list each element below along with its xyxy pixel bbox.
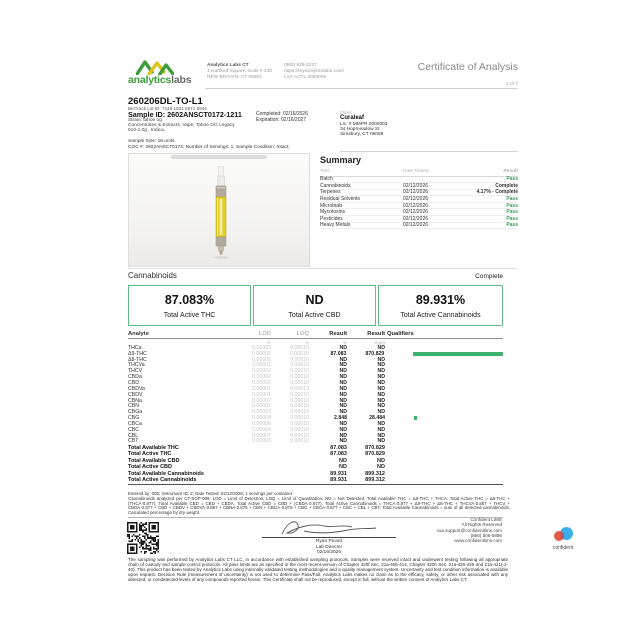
summary-col-result: Result [503,169,518,174]
lab-address-block [207,63,272,81]
total-pct: 89.931 [330,477,347,484]
analyte-result-mgg: ND [377,403,385,410]
analyte-result-mgg: ND [377,438,385,445]
analyte-result-pct: ND [339,385,347,392]
header-divider [205,88,518,89]
analytics-labs-mountain-icon [136,59,174,75]
summary-col-test: Test [320,169,329,174]
analyte-loq: 0.00010 [290,356,309,363]
summary-result: Pass [506,176,518,183]
analyte-result-mgg: ND [377,385,385,392]
unit-mgg: mg/g [374,339,385,345]
photo-scrollbar[interactable] [171,155,267,159]
total-active-cannabinoids-box [378,285,503,326]
analyte-rows [128,345,503,444]
total-name: Total Available CBD [128,457,180,464]
total-pct: ND [339,457,347,464]
col-qualifiers: Qualifiers [387,331,414,337]
analyte-result-mgg: ND [377,344,385,351]
total-active-cannabinoids-label: Total Active Cannabinoids [400,312,481,319]
analyte-result-mgg: ND [377,379,385,386]
confident-lims-logo [550,526,576,543]
sample-id: Sample ID: 2602ANSCT0172-1211 [128,110,242,119]
analyte-result-pct: ND [339,344,347,351]
analyte-lod: 0.00002 [252,368,271,375]
qr-code [127,522,159,559]
cannabinoids-divider [128,268,518,269]
total-mgg: 899.312 [365,477,385,484]
summary-col-date: Date Tested [403,169,429,174]
client-label: Client [340,110,352,115]
analyte-name: Δ8-THC [128,356,147,363]
total-pct: 87.083 [330,444,347,451]
analyte-result-pct: ND [339,368,347,375]
analyte-result-mgg: ND [377,374,385,381]
result-bar [413,352,503,356]
analyte-name: CBC [128,426,139,433]
analyte-name: CBDa [128,374,142,381]
analyte-lod: 0.00002 [252,374,271,381]
analyte-result-pct: ND [339,426,347,433]
summary-result: Pass [506,222,518,229]
analyte-loq: 0.00010 [290,385,309,392]
total-mgg: 870.829 [365,444,385,451]
analyte-loq: 0.00010 [290,432,309,439]
total-active-cbd-label: Total Active CBD [288,312,341,319]
analyte-result-pct: 2.848 [334,415,347,422]
signature [268,518,390,538]
analyte-result-mgg: 28.484 [369,415,385,422]
signature-line [262,537,396,538]
analyte-result-mgg: ND [377,420,385,427]
analyte-result-mgg: ND [377,356,385,363]
summary-test-name: Terpenes [320,189,341,196]
analyte-result-mgg: ND [377,362,385,369]
summary-result: Pass [506,209,518,216]
client-license: Lic. # MMPR.0000003 [340,122,388,127]
analyte-result-pct: ND [339,391,347,398]
client-address2: Simsbury, CT 06089 [340,132,384,137]
signer-title: Lab Director [315,544,343,550]
lab-phone: (860) 925-5227 [284,63,317,68]
expiration-date: Expiration: 02/16/2027 [256,117,307,123]
analyte-name: CBGa [128,409,143,416]
completed-date: Completed: 02/16/2026 [256,111,308,117]
product-format: 510-1.0g , Indica, [128,128,166,133]
summary-title: Summary [320,155,362,165]
analyte-name: THCa [128,344,142,351]
product-description: Concentrates & Extracts, Vape, Tahoe OG Legacy [128,123,235,128]
analyte-name: CBNa [128,397,142,404]
analyte-lod: 0.00001 [252,362,271,369]
analyte-result-pct: ND [339,403,347,410]
analyte-lod: 0.00007 [252,397,271,404]
legal-disclaimer: The sampling was performed by Analytics Labs CT LLC, in accordance with established sampling protocols. Samples were received intact and underwent testing following all appropriate chain of custody and sample control protocols. All pass limits are as specified in the most recent version of Chapter 420f Sec. 21a-408-414, Chapter 420h Sec. 21a-420-429 and 21a-421(-1-40). This product has been tested by Analytics Labs using internally validated testing methodologies and a quality management system. Uncertainty and test condition information is available upon request. Decision Rule (measurement of uncertainty) is not used to determine Pass/Fail. Analytics Labs makes no claim as to the efficacy, safety, or other risk associated with any detected, or nondetected levels of any compounds reported herein. This Certificate shall not be reproduced, except in full, without the written consent of Analytics Labs CT. [128,557,508,582]
analyte-lod: 0.00003 [251,350,271,357]
total-name: Total Available THC [128,444,179,451]
analyte-name: CBDVa [128,385,145,392]
summary-date-tested: 02/12/2026 [403,215,429,222]
total-pct: 87.083 [330,451,347,458]
analyte-result-pct: ND [339,397,347,404]
unit-loq: % [304,339,309,345]
lab-address2: NEW BRITAIN, CT 06052 [207,74,262,80]
confident-logo-text: confident [552,545,574,551]
summary-date-tested: 02/12/2026 [403,182,429,189]
total-name: Total Active CBD [128,464,173,471]
signer-name: Ryan Picard [315,539,343,544]
analyte-lod: 0.00006 [252,420,271,427]
product-photo [128,153,310,267]
summary-date-tested: 02/12/2026 [403,222,429,229]
lims-info-line: Confident LIMS [470,517,502,522]
summary-test-name: Cannabinoids [320,182,351,189]
biotrack-lot-id: BioTrack Lot ID: 7149 1931 6871 5944 [128,106,207,111]
analyte-lod: 0.00002 [252,379,271,386]
summary-rows [320,177,518,230]
table-footnote-methods: Cannabinoids analyzed per CT-SOP-009. LOD = Limit of Detection, LOQ = Limit of Quantitation, ND = Not Detected. Total Available THC = Δ9-THC + THCA. Total Active THC = Δ9-THC + (THCA·0.877). Total Available CBD = CBD + CBDA. Total Active CBD = CBD + (CBDA·0.877). Total Active Cannabinoids = THCA·0.877 + Δ9-THC + Δ8-THC + THCVA·0.867 + THCV + CBDA·0.877 + CBD + CBDV + CBDVA·0.867 + CBNA·0.876 + CBN + CBGA·0.878 + CBG + CBCA·0.877 + CBC + CBL + CBT. Total Available Cannabinoids = sum of all detected cannabinoids. Calculated percentage by dry weight. [128,496,510,516]
analyte-header-row [128,331,503,339]
analyte-result-pct: ND [339,432,347,439]
summary-row [320,223,518,230]
analyte-lod: 0.00003 [252,409,271,416]
analyte-name: CBD [128,379,139,386]
table-bottom-rule [128,484,503,485]
analyte-lod: 0.00005 [252,356,271,363]
analyte-result-mgg: ND [377,409,385,416]
analyte-loq: 0.00010 [290,420,309,427]
strain: Strain: tahoe og [128,118,162,123]
analyte-lod: 0.00001 [252,385,271,392]
total-mgg: ND [377,457,385,464]
total-mgg: 870.829 [365,451,385,458]
total-mgg: 899.312 [365,470,385,477]
summary-test-name: Pesticides [320,215,343,222]
lims-info-block [380,517,502,543]
total-pct: 89.931 [330,470,347,477]
summary-test-name: Residual Solvents [320,196,361,203]
analyte-result-pct: 87.083 [330,350,347,357]
summary-result: 4.17% - Complete [476,189,518,196]
sample-size: Sample Size: 18 units. [128,139,176,144]
analyte-name: CBN [128,403,139,410]
summary-result: Pass [506,215,518,222]
analyte-loq: 0.00010 [290,403,309,410]
client-address1: 34 Hopmeadow St [340,127,380,132]
analyte-loq: 0.00010 [290,438,309,445]
analyte-result-mgg: ND [377,426,385,433]
analyte-result-pct: ND [339,438,347,445]
cannabinoids-status: Complete [475,272,503,280]
summary-date-tested: 02/12/2026 [403,202,429,209]
analyte-result-mgg: ND [377,397,385,404]
summary-date-tested: 02/12/2026 [403,189,429,196]
total-mgg: ND [377,464,385,471]
total-pct: ND [339,464,347,471]
analyte-loq: 0.00010 [289,350,309,357]
total-name: Total Active Cannabinoids [128,477,197,484]
analyte-lod: 0.00004 [252,415,271,422]
lims-info-line: www.confidentlims.com [454,538,502,544]
analytics-labs-logo [128,74,191,86]
col-result-pct: Result [329,331,347,337]
analyte-loq: 0.00010 [290,344,309,351]
vape-cartridge-image [213,166,229,261]
analyte-result-pct: ND [339,362,347,369]
page-number: 1 of 7 [505,82,518,87]
result-bar [414,416,417,420]
col-analyte: Analyte [128,331,149,337]
col-loq: LOQ [296,331,309,337]
analyte-name: CBCa [128,420,142,427]
analyte-loq: 0.00010 [290,409,309,416]
analyte-loq: 0.00010 [290,415,309,422]
table-footnote-entered-by: Entered by: 005; Instrument ID: 2; Date Tested: 02/12/2026; 1 servings per container. [128,491,294,496]
analyte-loq: 0.00010 [290,379,309,386]
analyte-result-pct: ND [339,420,347,427]
analyte-loq: 0.00010 [290,391,309,398]
analyte-lod: 0.00003 [252,438,271,445]
analyte-name: CBDV [128,391,143,398]
analyte-name: CBT [128,438,139,445]
lab-address1: 1 Hartford Square, Suite # 230 [207,68,273,74]
lims-info-line: All Rights Reserved [461,522,502,528]
analyte-name: CBG [128,415,140,422]
analyte-result-mgg: 870.829 [365,350,385,357]
signer-date: 02/16/2026 [316,550,341,555]
analyte-result-pct: ND [339,409,347,416]
unit-pct: % [342,339,347,345]
analyte-qualifier [385,416,503,420]
analyte-lod: 0.00007 [252,432,271,439]
analyte-qualifier [384,352,503,356]
col-result-mgg: Result [367,331,385,337]
summary-date-tested: 02/12/2026 [403,209,429,216]
summary-test-name: Heavy Metals [320,222,351,229]
analyte-lod: 0.00003 [252,344,271,351]
analyte-lod: 0.00002 [252,403,271,410]
analyte-lod: 0.00004 [252,426,271,433]
analyte-lod: 0.00001 [252,391,271,398]
client-name: Curaleaf [340,115,365,121]
analyte-loq: 0.00010 [290,368,309,375]
analyte-result-pct: ND [339,356,347,363]
lims-info-line: coa.support@confidentlims.com [436,527,502,533]
batch-id: 260206DL-TO-L1 [128,96,203,107]
summary-test-name: Batch [320,176,333,183]
summary-panel [320,155,518,229]
analyte-loq: 0.00010 [290,362,309,369]
analyte-name: Δ9-THC [128,350,147,357]
summary-test-name: Mycotoxins [320,209,346,216]
coc-line: COC #: 2602ANSCT0172; Number of Servings: 1; Sample Condition: Intact; [128,144,290,150]
client-divider [340,151,518,152]
analyte-loq: 0.00010 [290,397,309,404]
analyte-name: CBL [128,432,139,439]
analyte-result-pct: ND [339,374,347,381]
analyte-name: THCVa [128,362,145,369]
total-active-thc-value: 87.083% [164,293,215,307]
total-active-cbd-box [253,285,376,326]
analyte-name: THCV [128,368,143,375]
total-row [128,477,503,484]
unit-lod: % [266,339,271,345]
summary-result: Pass [506,202,518,209]
logo-analytics: analytics [128,74,172,86]
logo-labs: labs [171,74,192,86]
analyte-result-mgg: ND [377,432,385,439]
total-active-cbd-value: ND [305,293,324,307]
summary-result: Complete [495,182,518,189]
summary-date-tested: 02/12/2026 [403,196,429,203]
summary-test-name: Microbials [320,202,343,209]
analyte-loq: 0.00010 [290,374,309,381]
cannabinoids-title: Cannabinoids [128,271,177,280]
col-lod: LOD [258,331,271,337]
document-title: Certificate of Analysis [417,61,518,73]
analyte-result-mgg: ND [377,368,385,375]
analyte-table [128,331,503,485]
lab-website: https://myanalyticslabs.com/ [284,68,344,74]
total-name: Total Active THC [128,451,172,458]
lab-name: Analytics Labs CT [207,63,249,68]
lab-license: Lic# ACTL.0000005 [284,74,327,80]
total-active-cannabinoids-value: 89.931% [415,293,466,307]
totals-rows [128,444,503,483]
analyte-loq: 0.00010 [290,426,309,433]
analyte-result-pct: ND [339,379,347,386]
total-name: Total Available Cannabinoids [128,470,204,477]
analyte-result-mgg: ND [377,391,385,398]
lims-info-line: (866) 506-5866 [470,532,502,538]
total-active-thc-box [128,285,251,326]
total-active-thc-label: Total Active THC [163,312,216,319]
summary-result: Pass [506,196,518,203]
